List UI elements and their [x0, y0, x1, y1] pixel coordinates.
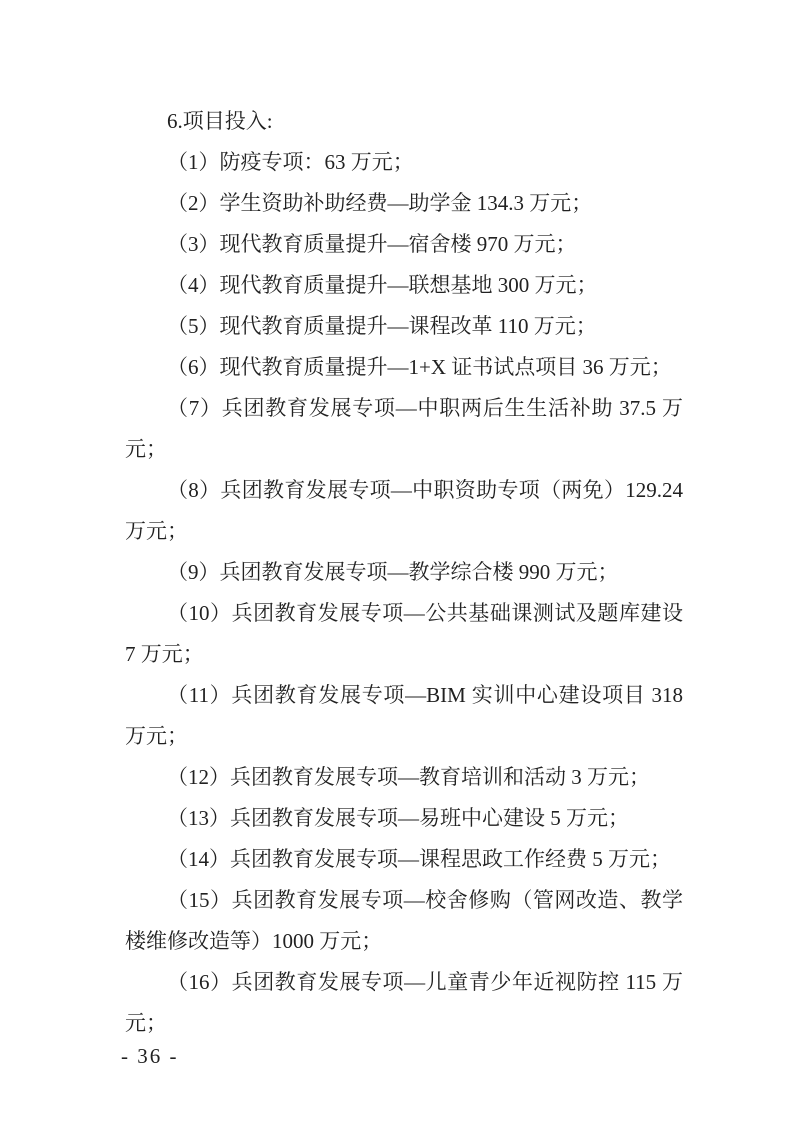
- project-item-10: （10）兵团教育发展专项—公共基础课测试及题库建设 7 万元；: [125, 601, 683, 666]
- project-item-11: （11）兵团教育发展专项—BIM 实训中心建设项目 318 万元；: [125, 683, 683, 748]
- project-item-16: （16）兵团教育发展专项—儿童青少年近视防控 115 万元；: [125, 970, 683, 1035]
- project-item-12: （12）兵团教育发展专项—教育培训和活动 3 万元；: [167, 765, 650, 789]
- project-item-4: （4）现代教育质量提升—联想基地 300 万元；: [167, 273, 598, 297]
- section-heading: 6.项目投入:: [167, 109, 273, 133]
- page-number: - 36 -: [121, 1044, 179, 1068]
- project-item-1: （1）防疫专项：63 万元；: [167, 150, 414, 174]
- project-item-13: （13）兵团教育发展专项—易班中心建设 5 万元；: [167, 806, 629, 830]
- document-body: [125, 101, 683, 1044]
- project-item-2: （2）学生资助补助经费—助学金 134.3 万元；: [167, 191, 593, 215]
- project-item-7: （7）兵团教育发展专项—中职两后生生活补助 37.5 万元；: [125, 396, 683, 461]
- project-item-14: （14）兵团教育发展专项—课程思政工作经费 5 万元；: [167, 847, 671, 871]
- project-item-8: （8）兵团教育发展专项—中职资助专项（两免）129.24 万元；: [125, 478, 683, 543]
- project-item-3: （3）现代教育质量提升—宿舍楼 970 万元；: [167, 232, 577, 256]
- project-item-5: （5）现代教育质量提升—课程改革 110 万元；: [167, 314, 597, 338]
- project-item-15: （15）兵团教育发展专项—校舍修购（管网改造、教学楼维修改造等）1000 万元；: [125, 888, 683, 953]
- project-item-9: （9）兵团教育发展专项—教学综合楼 990 万元；: [167, 560, 619, 584]
- project-item-6: （6）现代教育质量提升—1+X 证书试点项目 36 万元；: [167, 355, 672, 379]
